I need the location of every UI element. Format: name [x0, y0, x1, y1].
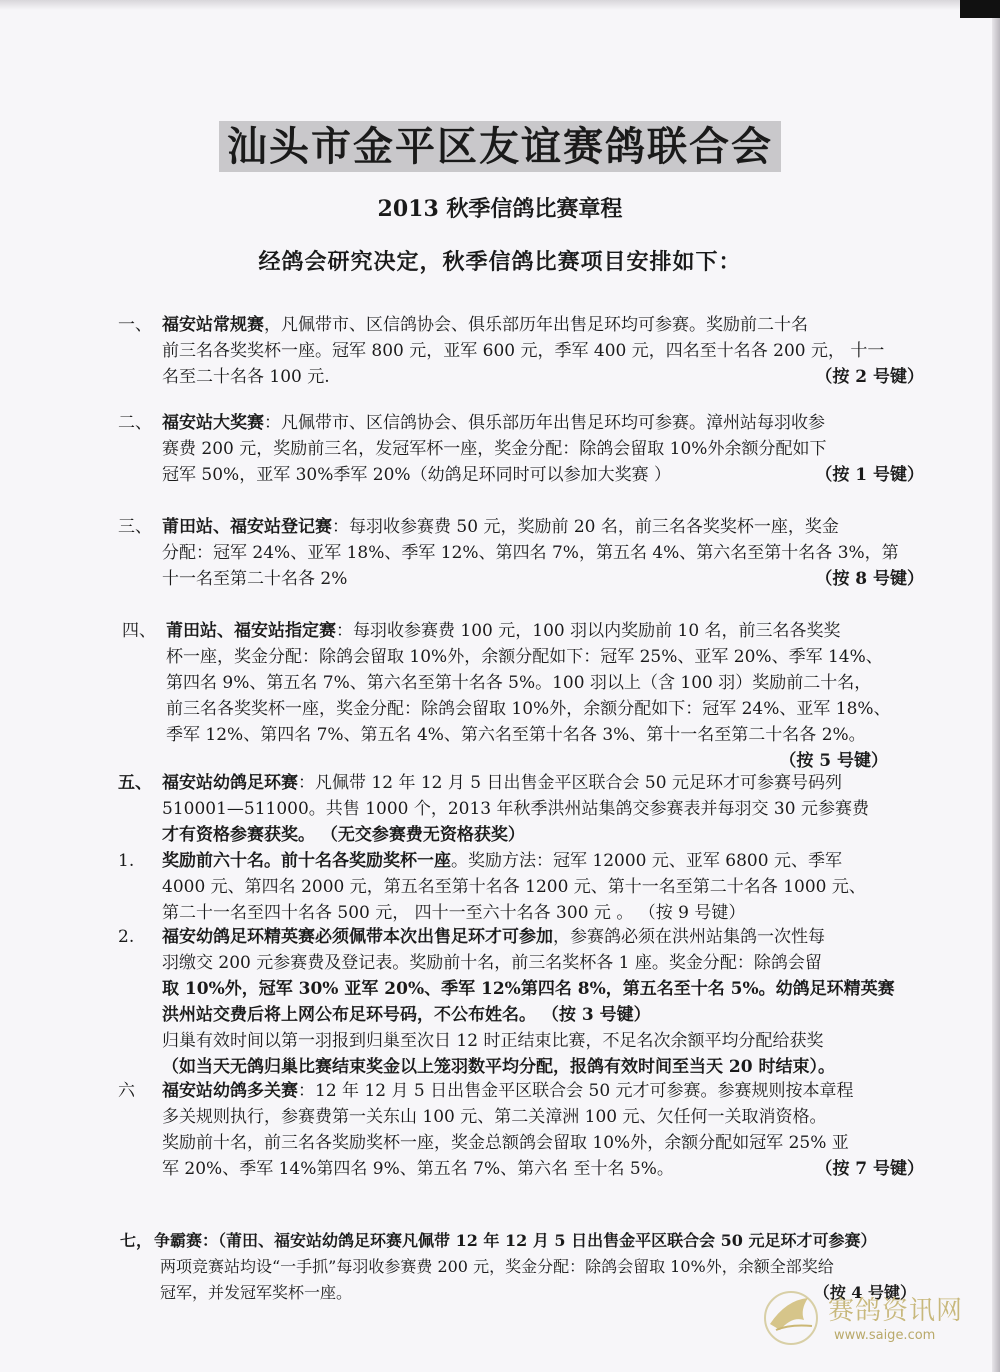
- document-title-text: 汕头市金平区友谊赛鸽联合会: [219, 121, 781, 172]
- section-line: 第四名 9%、第五名 7%、第六名至第十名各 5%。100 羽以上（含 100 羽）奖励前二十名，: [166, 673, 872, 693]
- section-line: 名至二十名各 100 元.: [162, 367, 330, 387]
- section-line: 杯一座，奖金分配：除鸽会留取 10%外，余额分配如下：冠军 25%、亚军 20%、季军 14%、: [166, 647, 883, 667]
- section-body: [162, 1078, 924, 1182]
- section-heading: 福安站常规赛: [162, 315, 264, 335]
- section-number: 五、: [118, 773, 152, 793]
- section-line: 510001—511000。共售 1000 个，2013 年秋季洪州站集鸽交参赛表并每羽交 30 元参赛费: [162, 799, 869, 819]
- item-line: 归巢有效时间以第一羽报到归巢至次日 12 时正结束比赛，不足名次余额平均分配给获奖: [162, 1031, 824, 1051]
- key-note: （按 2 号键）: [815, 367, 924, 387]
- section-line: ：凡佩带 12 年 12 月 5 日出售金平区联合会 50 元足环才可参赛号码列: [298, 773, 842, 793]
- item-line: 取 10%外，冠军 30% 亚军 20%、季军 12%第四名 8%，第五名至十名 5%。幼鸽足环精英赛: [162, 979, 895, 999]
- section-number: 六: [118, 1081, 135, 1101]
- section-line: 前三名各奖奖杯一座，奖金分配：除鸽会留取 10%外，余额分配如下：冠军 24%、亚军 18%、: [166, 699, 891, 719]
- pigeon-logo-icon: [756, 1280, 826, 1350]
- item-line: 羽缴交 200 元参赛费及登记表。奖励前十名，前三名奖杯各 1 座。奖金分配：除鸽会留: [162, 953, 822, 973]
- document-intro: 经鸽会研究决定，秋季信鸽比赛项目安排如下：: [258, 249, 742, 275]
- section-line: 多关规则执行，参赛费第一关东山 100 元、第二关漳洲 100 元、欠任何一关取消资格。: [162, 1107, 827, 1127]
- document-title: [0, 115, 1000, 172]
- document-subtitle: 2013 秋季信鸽比赛章程: [377, 196, 623, 222]
- item-line: ，参赛鸽必须在洪州站集鸽一次性每: [553, 927, 825, 947]
- item-line: 第二十一名至四十名各 500 元， 四十一至六十名各 300 元 。 （按 9 号键）: [162, 903, 746, 923]
- section-line: 冠军，并发冠军奖杯一座。: [160, 1283, 353, 1302]
- section-number: 一、: [118, 315, 152, 335]
- section-body: [162, 410, 924, 488]
- item-heading: 福安幼鸽足环精英赛必须佩带本次出售足环才可参加: [162, 927, 553, 947]
- item-line: 洪州站交费后将上网公布足环号码，不公布姓名。 （按 3 号键）: [162, 1005, 651, 1025]
- item-line: 4000 元、第四名 2000 元，第五名至第十名各 1200 元、第十一名至第二十名各 1000 元、: [162, 877, 866, 897]
- section-line: 分配：冠军 24%、亚军 18%、季军 12%、第四名 7%，第五名 4%、第六名至第十名各 3%，第: [162, 543, 899, 563]
- section-number: 二、: [118, 413, 152, 433]
- section-line: 才有资格参赛获奖。 （无交参赛费无资格获奖）: [162, 825, 525, 845]
- item-number: 2.: [118, 927, 135, 947]
- section-number: 三、: [118, 517, 152, 537]
- key-note: （按 5 号键）: [779, 751, 888, 771]
- section-number: 七，: [120, 1231, 153, 1250]
- item-heading: 奖励前六十名。前十名各奖励奖杯一座: [162, 851, 451, 871]
- section-heading: 福安站幼鸽多关赛: [162, 1081, 298, 1101]
- section-heading: 福安站幼鸽足环赛: [162, 773, 298, 793]
- key-note: （按 1 号键）: [815, 465, 924, 485]
- section-line: ：每羽收参赛费 100 元，100 羽以内奖励前 10 名，前三名各奖奖: [336, 621, 841, 641]
- key-note: （按 8 号键）: [815, 569, 924, 589]
- watermark-name: 赛鸽资讯网: [828, 1296, 964, 1326]
- scan-corner: [960, 0, 1000, 18]
- key-note: （按 7 号键）: [815, 1159, 924, 1179]
- section-line: ：12 年 12 月 5 日出售金平区联合会 50 元才可参赛。参赛规则按本章程: [298, 1081, 854, 1101]
- section-line: 军 20%、季军 14%第四名 9%、第五名 7%、第六名 至十名 5%。: [162, 1159, 674, 1179]
- section-heading: 莆田站、福安站指定赛: [166, 621, 336, 641]
- section-body: [162, 770, 924, 848]
- section-body: [162, 312, 924, 390]
- scan-edge-top: [0, 0, 1000, 10]
- site-watermark: [756, 1280, 986, 1360]
- section-heading: 莆田站、福安站登记赛: [162, 517, 332, 537]
- section-line: ：凡佩带市、区信鸽协会、俱乐部历年出售足环均可参赛。漳州站每羽收参: [264, 413, 825, 433]
- section-line: 两项竞赛站均设“一手抓”每羽收参赛费 200 元，奖金分配：除鸽会留取 10%外，余额全部奖给: [160, 1257, 834, 1276]
- section-heading: 争霸赛: [154, 1231, 203, 1250]
- section-line: 冠军 50%，亚军 30%季军 20%（幼鸽足环同时可以参加大奖赛 ）: [162, 465, 671, 485]
- item-body: [162, 848, 924, 926]
- section-line: 季军 12%、第四名 7%、第五名 4%、第六名至第十名各 3%、第十一名至第二十名各 2%。: [166, 725, 866, 745]
- watermark-url: www.saige.com: [834, 1328, 936, 1343]
- item-number: 1.: [118, 851, 135, 871]
- section-line: 奖励前十名，前三名各奖励奖杯一座，奖金总额鸽会留取 10%外，余额分配如冠军 25% 亚: [162, 1133, 849, 1153]
- item-body: [162, 924, 924, 1080]
- section-heading: 福安站大奖赛: [162, 413, 264, 433]
- section-line: ，凡佩带市、区信鸽协会、俱乐部历年出售足环均可参赛。奖励前二十名: [264, 315, 808, 335]
- section-body: [162, 514, 924, 592]
- section-line: ：（莆田、福安站幼鸽足环赛凡佩带 12 年 12 月 5 日出售金平区联合会 50 元足环才可参赛）: [202, 1231, 877, 1250]
- item-line: （如当天无鸽归巢比赛结束奖金以上笼羽数平均分配，报鸽有效时间至当天 20 时结束）。: [162, 1057, 835, 1077]
- section-line: 赛费 200 元，奖励前三名，发冠军杯一座，奖金分配：除鸽会留取 10%外余额分配如下: [162, 439, 827, 459]
- section-line: 前三名各奖奖杯一座。冠军 800 元，亚军 600 元，季军 400 元，四名至十名各 200 元， 十一: [162, 341, 885, 361]
- item-line: 。奖励方法：冠军 12000 元、亚军 6800 元、季军: [451, 851, 842, 871]
- key-note: （按 4 号键）: [813, 1283, 916, 1302]
- section-number: 四、: [122, 621, 156, 641]
- section-body: [166, 618, 928, 774]
- section-line: 十一名至第二十名各 2%: [162, 569, 348, 589]
- section-line: ：每羽收参赛费 50 元，奖励前 20 名，前三名各奖奖杯一座，奖金: [332, 517, 839, 537]
